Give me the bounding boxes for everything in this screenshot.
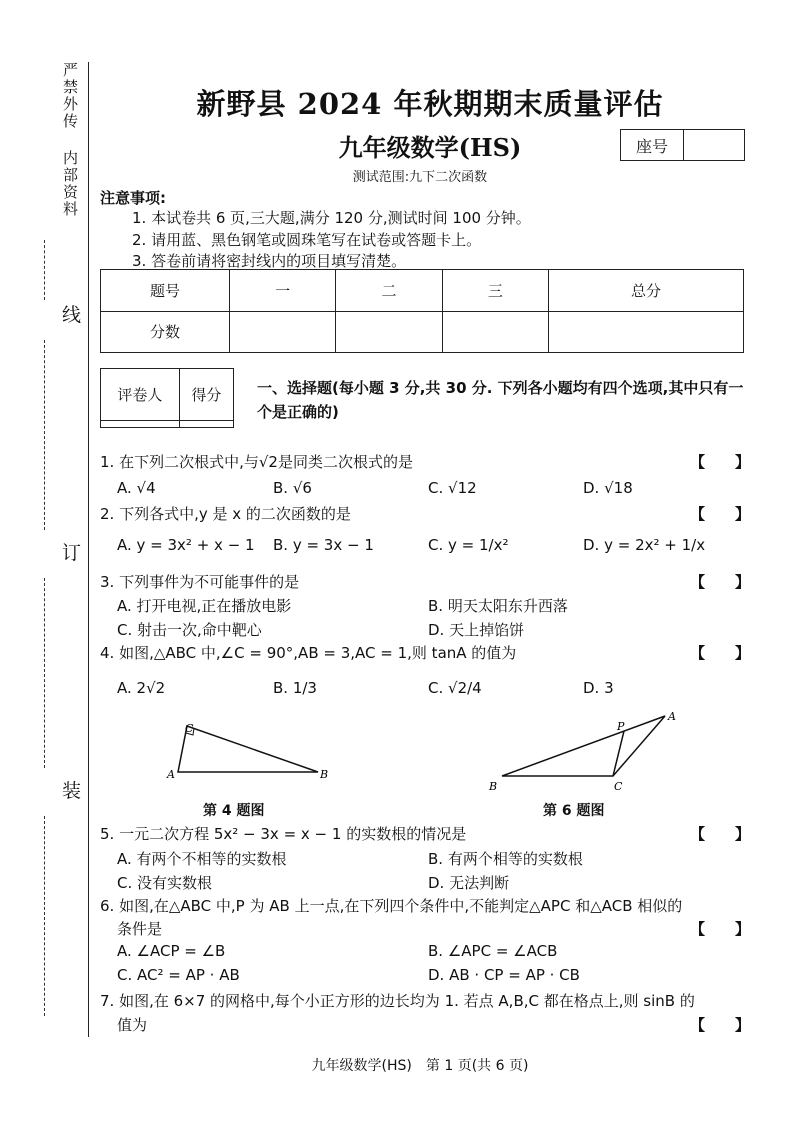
binding-margin — [0, 0, 88, 1123]
seal-dash — [44, 816, 45, 1016]
figure-6 — [482, 708, 682, 794]
score-cell[interactable] — [549, 311, 744, 353]
exam-title: 新野县 2024 年秋期期末质量评估 — [196, 87, 664, 121]
option-c: C. 没有实数根 — [117, 874, 213, 892]
option-d: D. √18 — [583, 479, 633, 497]
score-header: 题号 — [101, 270, 230, 312]
figure-4 — [160, 718, 340, 786]
seal-char-bind: 装 — [62, 780, 82, 802]
question-stem: 2. 下列各式中,y 是 x 的二次函数的是 — [100, 505, 351, 523]
seal-char-line: 线 — [62, 304, 82, 326]
option-b: B. 1/3 — [273, 679, 317, 697]
question-stem: 4. 如图,△ABC 中,∠C = 90°,AB = 3,AC = 1,则 tanA 的值为 — [100, 644, 517, 662]
score-row-label: 分数 — [101, 311, 230, 353]
seat-label: 座号 — [621, 130, 684, 160]
option-d: D. 3 — [583, 679, 614, 697]
option-d: D. AB · CP = AP · CB — [428, 966, 580, 984]
option-a: A. 有两个不相等的实数根 — [117, 850, 287, 868]
option-a: A. √4 — [117, 479, 156, 497]
score-header: 总分 — [549, 270, 744, 312]
score-header: 二 — [336, 270, 442, 312]
option-a: A. ∠ACP = ∠B — [117, 942, 226, 960]
option-c: C. √12 — [428, 479, 477, 497]
notes-heading: 注意事项: — [100, 189, 166, 207]
triangle-abc — [502, 716, 665, 776]
confidential-label: 严禁外传 — [61, 62, 79, 130]
question-stem-cont: 条件是 — [117, 920, 163, 938]
label-a: A — [167, 768, 175, 781]
seal-dash — [44, 340, 45, 530]
option-d: D. 无法判断 — [428, 874, 510, 892]
grader-header: 得分 — [179, 369, 233, 421]
question-stem-cont: 值为 — [117, 1016, 148, 1034]
question-stem: 1. 在下列二次根式中,与√2是同类二次根式的是 — [100, 453, 413, 471]
exam-subtitle: 九年级数学(HS) — [338, 133, 522, 162]
page-footer: 九年级数学(HS) 第 1 页(共 6 页) — [311, 1058, 529, 1074]
question-stem: 7. 如图,在 6×7 的网格中,每个小正方形的边长均为 1. 若点 A,B,C 都在格点上,则 sinB 的 — [100, 992, 695, 1010]
option-a: A. y = 3x² + x − 1 — [117, 536, 255, 554]
option-b: B. √6 — [273, 479, 312, 497]
figure-6-caption: 第 6 题图 — [543, 803, 605, 819]
figure-4-caption: 第 4 题图 — [203, 803, 265, 819]
triangle-abc — [178, 726, 318, 772]
score-cell[interactable] — [336, 311, 442, 353]
option-c: C. y = 1/x² — [428, 536, 509, 554]
note-item: 1. 本试卷共 6 页,三大题,满分 120 分,测试时间 100 分钟。 — [132, 209, 531, 227]
label-b: B — [320, 768, 329, 781]
label-a: A — [668, 710, 676, 723]
label-p: P — [617, 720, 625, 733]
option-c: C. √2/4 — [428, 679, 482, 697]
grader-cell[interactable] — [179, 421, 233, 428]
question-stem: 5. 一元二次方程 5x² − 3x = x − 1 的实数根的情况是 — [100, 825, 467, 843]
option-b: B. 有两个相等的实数根 — [428, 850, 583, 868]
label-c: C — [614, 780, 623, 793]
score-table — [100, 269, 744, 353]
option-b: B. y = 3x − 1 — [273, 536, 374, 554]
option-d: D. 天上掉馅饼 — [428, 621, 525, 639]
grader-header: 评卷人 — [101, 369, 180, 421]
seal-char-order: 订 — [62, 542, 82, 564]
label-c: C — [185, 722, 194, 735]
note-item: 3. 答卷前请将密封线内的项目填写清楚。 — [132, 252, 407, 270]
seal-dash — [44, 240, 45, 300]
note-item: 2. 请用蓝、黑色钢笔或圆珠笔写在试卷或答题卡上。 — [132, 231, 482, 249]
score-cell[interactable] — [230, 311, 336, 353]
test-scope: 测试范围:九下二次函数 — [352, 170, 488, 185]
score-cell[interactable] — [442, 311, 548, 353]
grader-table — [100, 368, 234, 428]
answer-bracket[interactable]: 【 】 — [690, 505, 751, 523]
option-d: D. y = 2x² + 1/x — [583, 536, 706, 554]
label-b: B — [489, 780, 498, 793]
answer-bracket[interactable]: 【 】 — [690, 644, 751, 662]
answer-bracket[interactable]: 【 】 — [690, 453, 751, 471]
binding-line — [88, 62, 89, 1037]
answer-bracket[interactable]: 【 】 — [690, 920, 751, 938]
option-a: A. 2√2 — [117, 679, 166, 697]
answer-bracket[interactable]: 【 】 — [690, 1016, 751, 1034]
seat-value-field[interactable] — [684, 130, 744, 160]
option-b: B. ∠APC = ∠ACB — [428, 942, 558, 960]
option-a: A. 打开电视,正在播放电影 — [117, 597, 292, 615]
option-b: B. 明天太阳东升西落 — [428, 597, 568, 615]
seat-number-box — [620, 129, 745, 161]
question-stem: 6. 如图,在△ABC 中,P 为 AB 上一点,在下列四个条件中,不能判定△APC 和△ACB 相似的 — [100, 897, 683, 915]
internal-label: 内部资料 — [61, 150, 79, 218]
option-c: C. 射击一次,命中靶心 — [117, 621, 262, 639]
grader-cell[interactable] — [101, 421, 180, 428]
option-c: C. AC² = AP · AB — [117, 966, 240, 984]
section-title: 一、选择题(每小题 3 分,共 30 分. 下列各小题均有四个选项,其中只有一个是正确的) — [257, 379, 744, 421]
seal-dash — [44, 578, 45, 768]
question-stem: 3. 下列事件为不可能事件的是 — [100, 573, 300, 591]
score-header: 三 — [442, 270, 548, 312]
answer-bracket[interactable]: 【 】 — [690, 825, 751, 843]
score-header: 一 — [230, 270, 336, 312]
answer-bracket[interactable]: 【 】 — [690, 573, 751, 591]
